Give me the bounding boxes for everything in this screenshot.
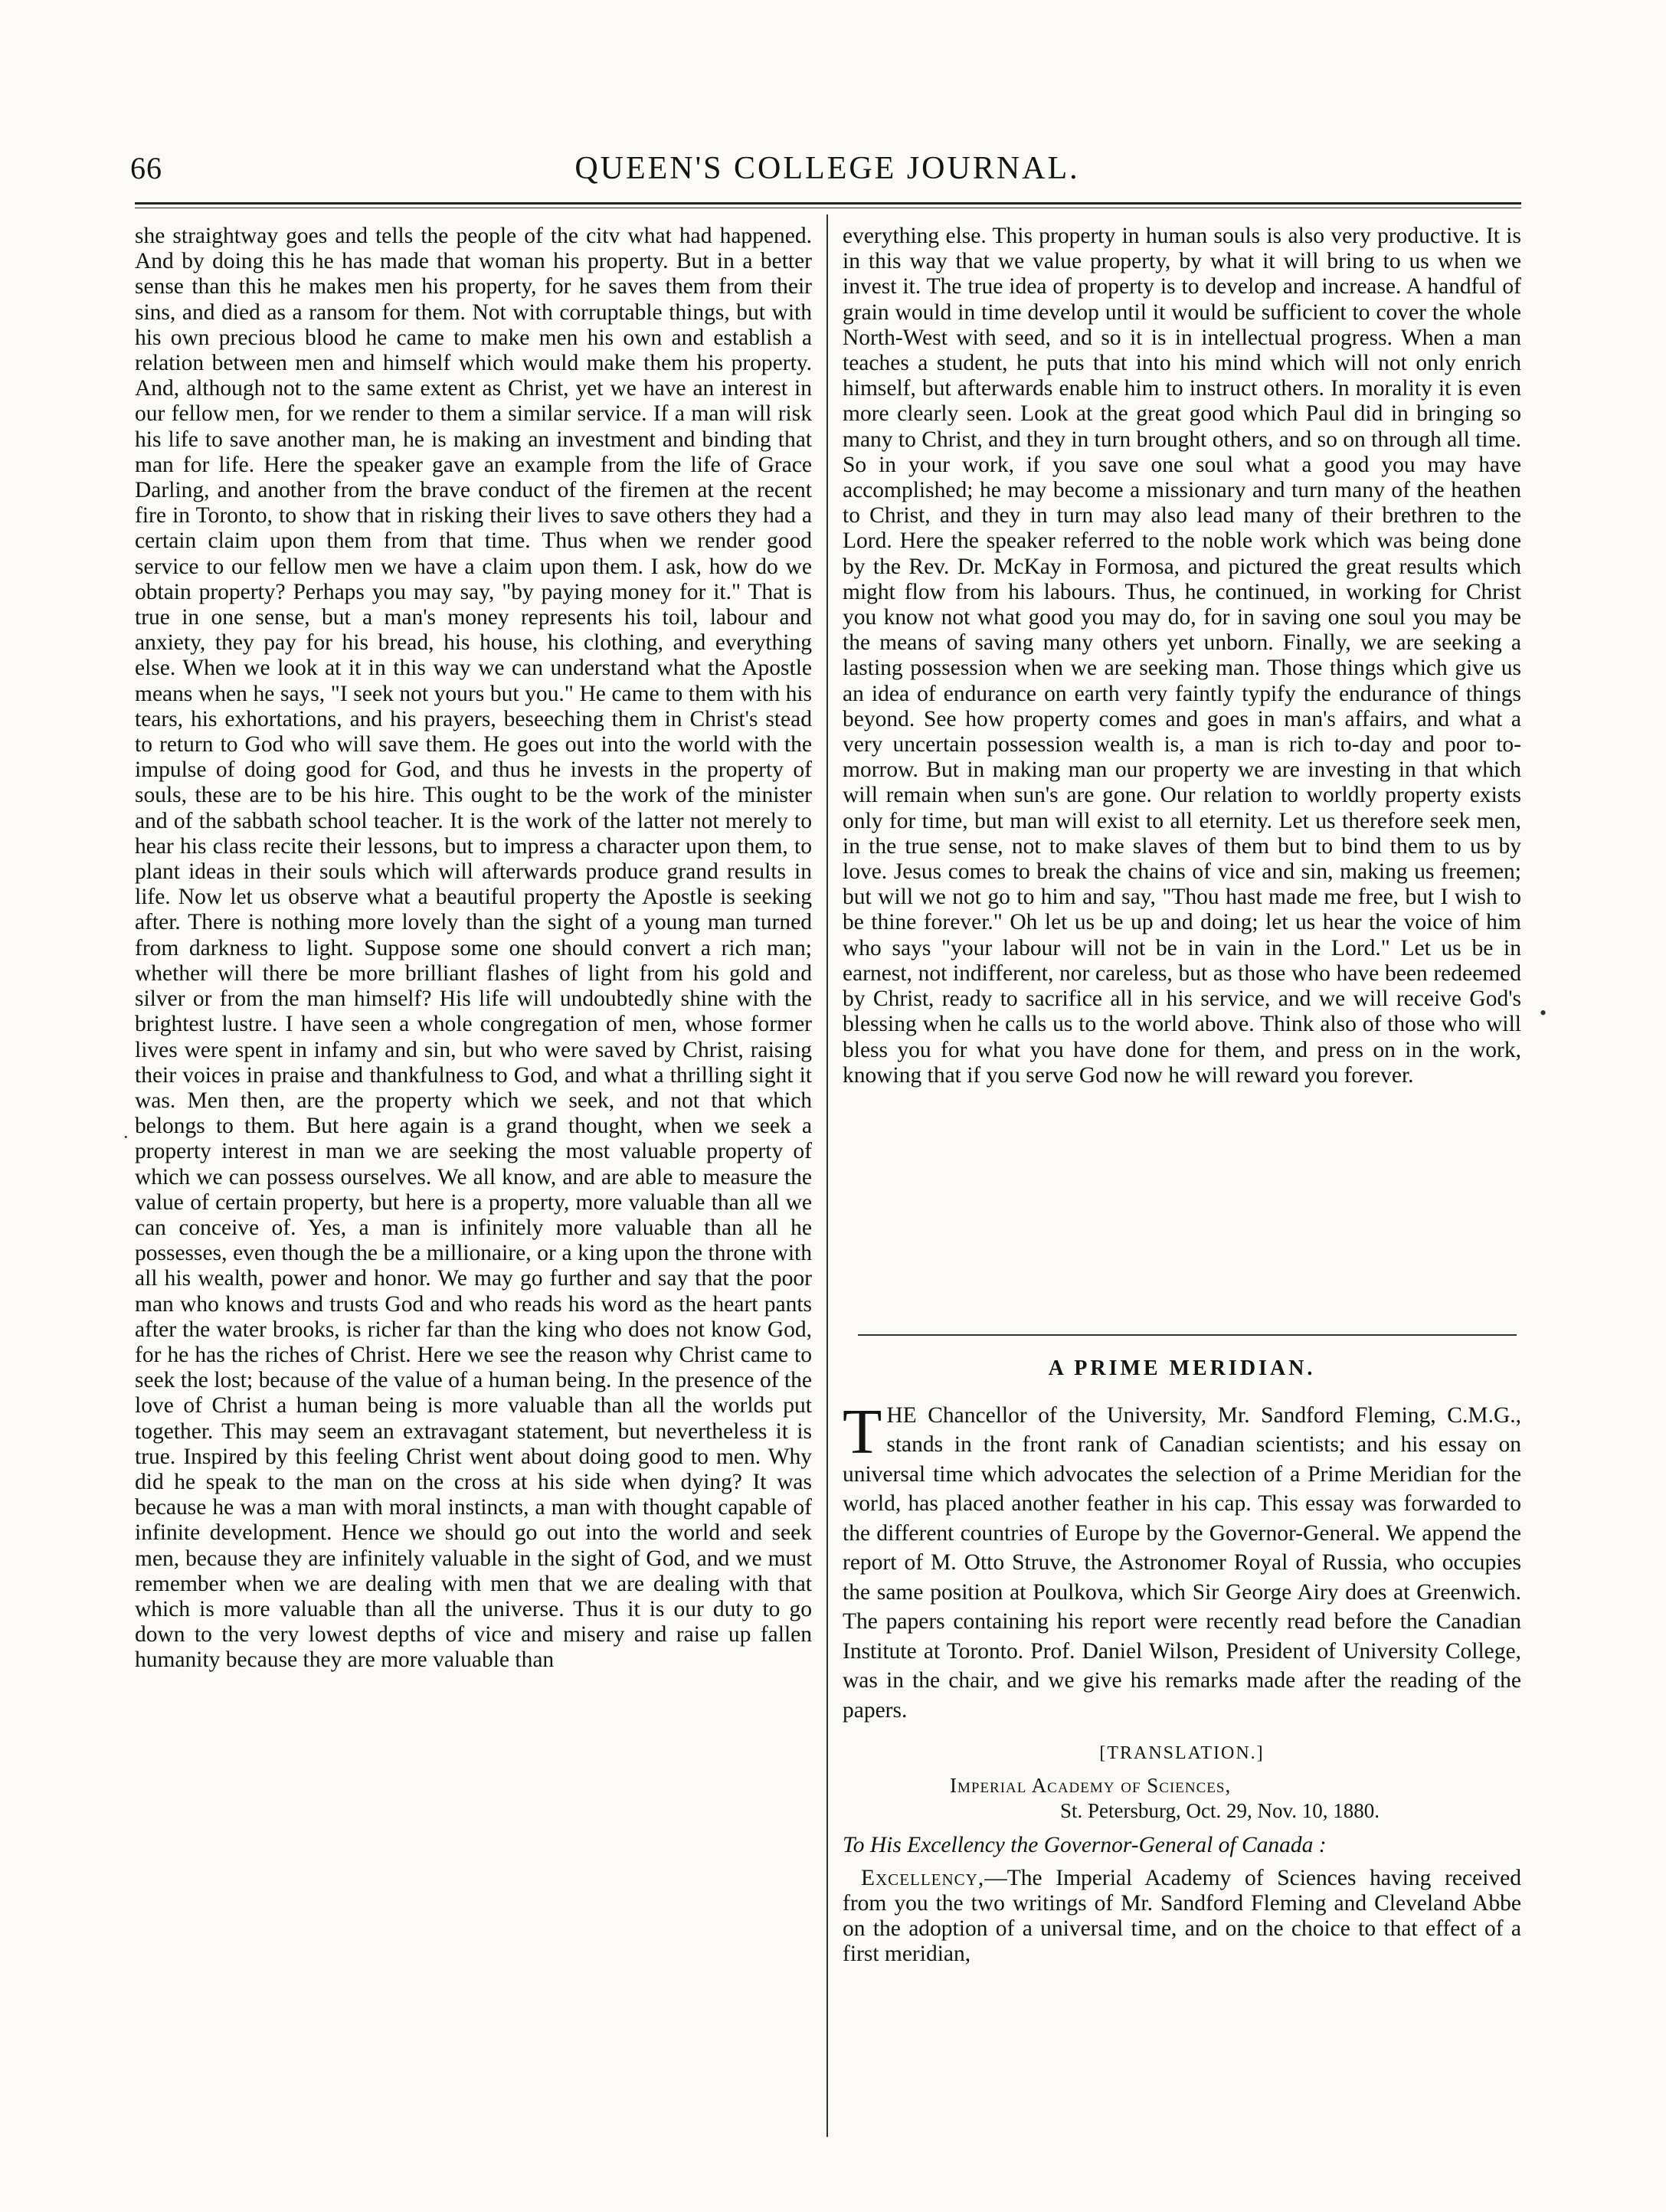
section-rule	[858, 1334, 1517, 1336]
prime-meridian-article	[843, 1348, 1521, 1967]
margin-tick: ·	[123, 1126, 129, 1148]
left-column-text: she straightway goes and tells the people of the citv what had happened. And by doing this he has made that woman his property. But in a better sense than this he makes men his property, for he saves them from their sins, and died as a ransom for them. Not with corruptable things, but with his own precious blood he came to make men his own and establish a relation between men and himself which would make them his property. And, although not to the same extent as Christ, yet we have an interest in our fellow men, for we render to them a similar service. If a man will risk his life to save another man, he is making an investment and binding that man for life. Here the speaker gave an example from the life of Grace Darling, and another from the brave conduct of the firemen at the recent fire in Toronto, to show that in risking their lives to save others they had a certain claim upon them from that time. Thus when we render good service to our fellow men we have a claim upon them. I ask, how do we obtain property? Perhaps you may say, "by paying money for it." That is true in one sense, but a man's money represents his toil, labour and anxiety, they pay for his bread, his house, his clothing, and everything else. When we look at it in this way we can understand what the Apostle means when he says, "I seek not yours but you." He came to them with his tears, his exhortations, and his prayers, beseeching them in Christ's stead to return to God who will save them. He goes out into the world with the impulse of doing good for God, and thus he invests in the property of souls, these are to be his hire. This ought to be the work of the minister and of the sabbath school teacher. It is the work of the latter not merely to hear his class recite their lessons, but to impress a character upon them, to plant ideas in their souls which will afterwards produce grand results in life. Now let us observe what a beautiful property the Apostle is seeking after. There is nothing more lovely than the sight of a young man turned from darkness to light. Suppose some one should convert a rich man; whether will there be more brilliant flashes of light from his gold and silver or from the man himself? His life will undoubtedly shine with the brightest lustre. I have seen a whole congregation of men, whose former lives were spent in infamy and sin, but who were saved by Christ, raising their voices in praise and thankfulness to God, and what a thrilling sight it was. Men then, are the property which we seek, and not that which belongs to them. But here again is a grand thought, when we seek a property interest in man we are seeking the most valuable property of which we can possess ourselves. We all know, and are able to measure the value of certain property, but here is a property, more valuable than all we can conceive of. Yes, a man is infinitely more valuable than all he possesses, even though the be a millionaire, or a king upon the throne with all his wealth, power and honor. We may go further and say that the poor man who knows and trusts God and who reads his word as the heart pants after the water brooks, is richer far than the king who does not know God, for he has the riches of Christ. Here we see the reason why Christ came to seek the lost; because of the value of a human being. In the presence of the love of Christ a human being is more valuable than all the worlds put together. This may seem an extravagant statement, but nevertheless it is true. Inspired by this feeling Christ went about doing good to men. Why did he speak to the man on the cross at his side when dying? It was because he was a man with moral instincts, a man with thought capable of infinite development. Hence we should go out into the world and seek men, because they are infinitely valuable in the sight of God, and we must remember when we are dealing with men that we are dealing with that which is more valuable than all the universe. Thus it is our duty to go down to the very lowest depths of vice and misery and raise up fallen humanity because they are more valuable than	[135, 224, 812, 1673]
letter-text: —The Imperial Academy of Sciences having received from you the two writings of Mr. Sandford Fleming and Cleveland Abbe on the adoption of a universal time, and on the choice to that effect of a first meridian,	[843, 1865, 1521, 1966]
margin-dot: •	[1540, 1002, 1547, 1024]
column-divider	[826, 214, 828, 2137]
lede-text: HE Chancellor of the University, Mr. Sandford Fleming, C.M.G., stands in the front rank of Canadian scientists; and his essay on universal time which advocates the selection of a Prime Meridian for the world, has placed another feather in his cap. This essay was forwarded to the different countries of Europe by the Governor-General. We append the report of M. Otto Struve, the Astronomer Royal of Russia, who occupies the same position at Poulkova, which Sir George Airy does at Greenwich. The papers containing his report were recently read before the Canadian Institute at Toronto. Prof. Daniel Wilson, President of University College, was in the chair, and we give his remarks made after the reading of the papers.	[843, 1402, 1521, 1723]
journal-title: QUEEN'S COLLEGE JOURNAL.	[574, 151, 1080, 186]
article-title: A PRIME MERIDIAN.	[1048, 1356, 1316, 1380]
letter-address	[843, 1773, 1521, 1824]
article-lede	[843, 1396, 1521, 1726]
address-line-1: Imperial Academy of Sciences,	[950, 1773, 1232, 1797]
translation-note: [TRANSLATION.]	[1099, 1743, 1265, 1763]
letter-body	[843, 1866, 1521, 1967]
right-column	[843, 224, 1521, 1088]
right-column-text: everything else. This property in human souls is also very productive. It is in this way that we value property, by what it will bring to us when we invest it. The true idea of property is to develop and increase. A handful of grain would in time develop until it would be sufficient to cover the whole North-West with seed, and so it is in intellectual progress. When a man teaches a student, he puts that into his mind which will not only enrich himself, but afterwards enable him to instruct others. In morality it is even more clearly seen. Look at the great good which Paul did in bringing so many to Christ, and they in turn brought others, and so on through all time. So in your work, if you save one soul what a good you may have accomplished; he may become a missionary and turn many of the heathen to Christ, and they in turn may also lead many of their brethren to the Lord. Here the speaker referred to the noble work which was being done by the Rev. Dr. McKay in Formosa, and pictured the great results which might flow from his labours. Thus, he continued, in working for Christ you know not what good you may do, for in saving one soul you may be the means of saving many others yet unborn. Finally, we are seeking a lasting possession when we are seeking man. Those things which give us an idea of endurance on earth very faintly typify the endurance of things beyond. See how property comes and goes in man's affairs, and what a very uncertain possession wealth is, a man is rich to-day and poor to-morrow. But in making man our property we are investing in that which will remain when sun's are gone. Our relation to worldly property exists only for time, but man will exist to all eternity. Let us therefore seek men, in the true sense, not to make slaves of them but to bind them to us by love. Jesus comes to break the chains of vice and sin, making us freemen; but will we not go to him and say, "Thou hast made me free, but I wish to be thine forever." Oh let us be up and doing; let us hear the voice of him who says "your labour will not be in vain in the Lord." Let us be in earnest, not indifferent, nor careless, but as those who have been redeemed by Christ, ready to sacrifice all in his service, and we will receive God's blessing when he calls us to the world above. Think also of those who will bless you for what you have done for them, and press on in the work, knowing that if you serve God now he will reward you forever.	[843, 224, 1521, 1088]
header-rule	[135, 202, 1521, 208]
salutation: To His Excellency the Governor-General of Canada :	[843, 1832, 1327, 1857]
letter-opening: Excellency,	[861, 1865, 985, 1890]
address-line-2: St. Petersburg, Oct. 29, Nov. 10, 1880.	[1060, 1798, 1380, 1822]
dropcap: T	[843, 1396, 882, 1468]
page-header	[130, 150, 1524, 196]
left-column	[135, 224, 812, 1674]
page-number: 66	[130, 151, 162, 185]
